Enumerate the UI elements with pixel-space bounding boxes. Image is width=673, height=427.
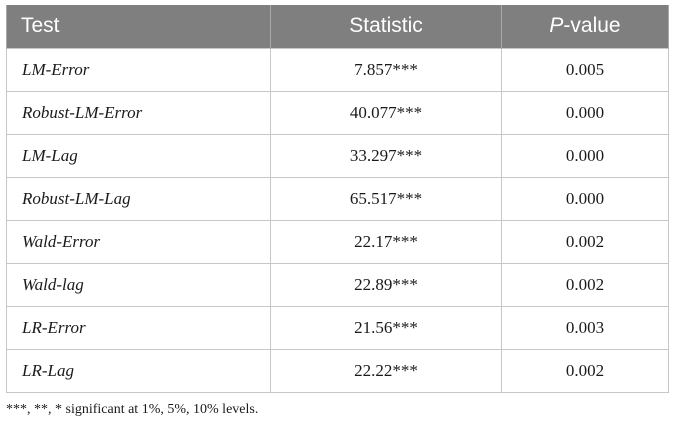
cell-statistic: 7.857*** (271, 48, 502, 91)
table-row (7, 263, 669, 306)
cell-p-value: 0.002 (502, 220, 669, 263)
header-row (7, 5, 669, 48)
header-statistic: Statistic (271, 5, 502, 48)
table-row (7, 48, 669, 91)
header-test: Test (7, 5, 271, 48)
cell-p-value: 0.000 (502, 91, 669, 134)
table-footnote: ***, **, * significant at 1%, 5%, 10% levels. (6, 402, 259, 417)
cell-p-value: 0.003 (502, 306, 669, 349)
cell-statistic: 65.517*** (271, 177, 502, 220)
cell-test: Wald-Error (7, 220, 271, 263)
cell-p-value: 0.000 (502, 177, 669, 220)
header-p-value (502, 5, 669, 48)
cell-statistic: 22.89*** (271, 263, 502, 306)
cell-test: Robust-LM-Lag (7, 177, 271, 220)
cell-test: LM-Lag (7, 134, 271, 177)
table-row (7, 134, 669, 177)
table-row (7, 177, 669, 220)
cell-statistic: 22.22*** (271, 349, 502, 392)
table-row (7, 220, 669, 263)
cell-test: LR-Lag (7, 349, 271, 392)
results-table (6, 5, 669, 393)
cell-statistic: 33.297*** (271, 134, 502, 177)
header-p-rest: -value (563, 14, 621, 38)
table-row (7, 306, 669, 349)
cell-p-value: 0.000 (502, 134, 669, 177)
cell-p-value: 0.002 (502, 263, 669, 306)
cell-statistic: 40.077*** (271, 91, 502, 134)
cell-test: LM-Error (7, 48, 271, 91)
cell-test: LR-Error (7, 306, 271, 349)
cell-p-value: 0.002 (502, 349, 669, 392)
table-header (7, 5, 669, 48)
cell-statistic: 22.17*** (271, 220, 502, 263)
table-body (7, 48, 669, 392)
table-row (7, 91, 669, 134)
cell-test: Robust-LM-Error (7, 91, 271, 134)
table-row (7, 349, 669, 392)
cell-test: Wald-lag (7, 263, 271, 306)
cell-statistic: 21.56*** (271, 306, 502, 349)
header-p-letter: P (549, 14, 564, 38)
cell-p-value: 0.005 (502, 48, 669, 91)
